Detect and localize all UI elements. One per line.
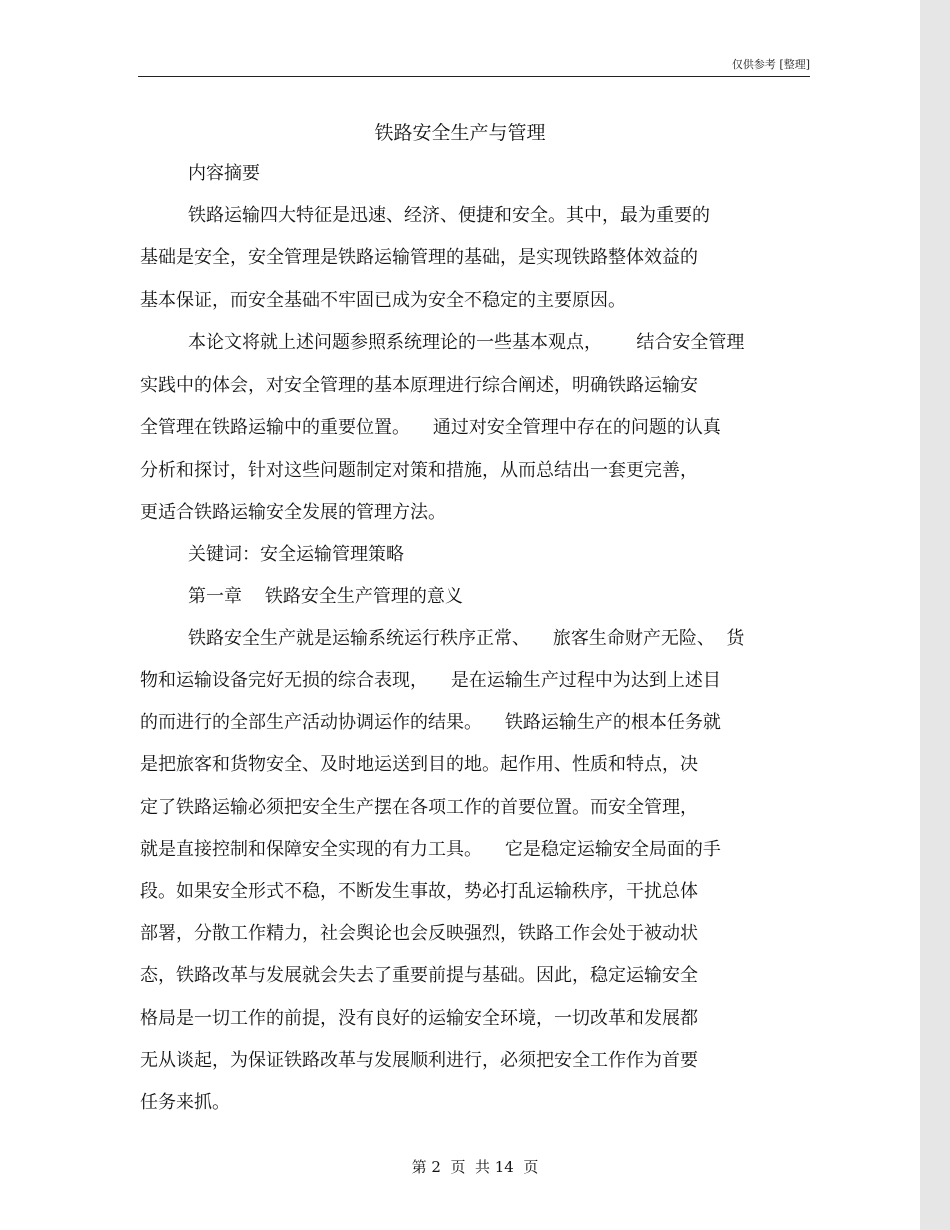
paragraph-line: 实践中的体会，对安全管理的基本原理进行综合阐述，明确铁路运输安 [140, 375, 698, 396]
paragraph-line: 无从谈起，为保证铁路改革与发展顺利进行，必须把安全工作作为首要 [140, 1050, 698, 1071]
chapter-heading: 第一章 铁路安全生产管理的意义 [188, 586, 463, 607]
header-note: 仅供参考 [整理] [731, 58, 810, 71]
section-heading-abstract: 内容摘要 [188, 163, 260, 184]
paragraph-line: 物和运输设备完好无损的综合表现， 是在运输生产过程中为达到上述目 [140, 670, 721, 691]
paragraph-line: 本论文将就上述问题参照系统理论的一些基本观点， 结合安全管理 [188, 332, 745, 353]
paragraph-line: 段。如果安全形式不稳，不断发生事故，势必打乱运输秩序，干扰总体 [140, 881, 698, 902]
paragraph-line: 更适合铁路运输安全发展的管理方法。 [140, 502, 446, 523]
document-title: 铁路安全生产与管理 [374, 122, 546, 144]
paragraph-line: 定了铁路运输必须把安全生产摆在各项工作的首要位置。而安全管理， [140, 797, 698, 818]
paragraph-line: 基础是安全，安全管理是铁路运输管理的基础，是实现铁路整体效益的 [140, 247, 698, 268]
paragraph-line: 全管理在铁路运输中的重要位置。 通过对安全管理中存在的问题的认真 [140, 417, 721, 438]
paragraph-line: 铁路安全生产就是运输系统运行秩序正常、 旅客生命财产无险、 货 [188, 628, 745, 649]
paragraph-line: 任务来抓。 [140, 1092, 230, 1113]
paragraph-line: 部署，分散工作精力，社会舆论也会反映强烈，铁路工作会处于被动状 [140, 923, 698, 944]
paragraph-line: 格局是一切工作的前提，没有良好的运输安全环境，一切改革和发展都 [140, 1008, 698, 1029]
paragraph-line: 就是直接控制和保障安全实现的有力工具。 它是稳定运输安全局面的手 [140, 839, 721, 860]
paragraph-line: 的而进行的全部生产活动协调运作的结果。 铁路运输生产的根本任务就 [140, 712, 721, 733]
paragraph-line: 铁路运输四大特征是迅速、经济、便捷和安全。其中，最为重要的 [188, 205, 710, 226]
paragraph-line: 分析和探讨，针对这些问题制定对策和措施，从而总结出一套更完善， [140, 460, 698, 481]
paragraph-line: 态，铁路改革与发展就会失去了重要前提与基础。因此，稳定运输安全 [140, 965, 698, 986]
paragraph-line: 是把旅客和货物安全、及时地运送到目的地。起作用、性质和特点，决 [140, 754, 698, 775]
paragraph-line: 基本保证，而安全基础不牢固已成为安全不稳定的主要原因。 [140, 290, 626, 311]
page-number-footer: 第 2 页 共 14 页 [411, 1158, 539, 1176]
header-rule [138, 76, 810, 77]
keywords-line: 关键词：安全运输管理策略 [188, 544, 404, 565]
